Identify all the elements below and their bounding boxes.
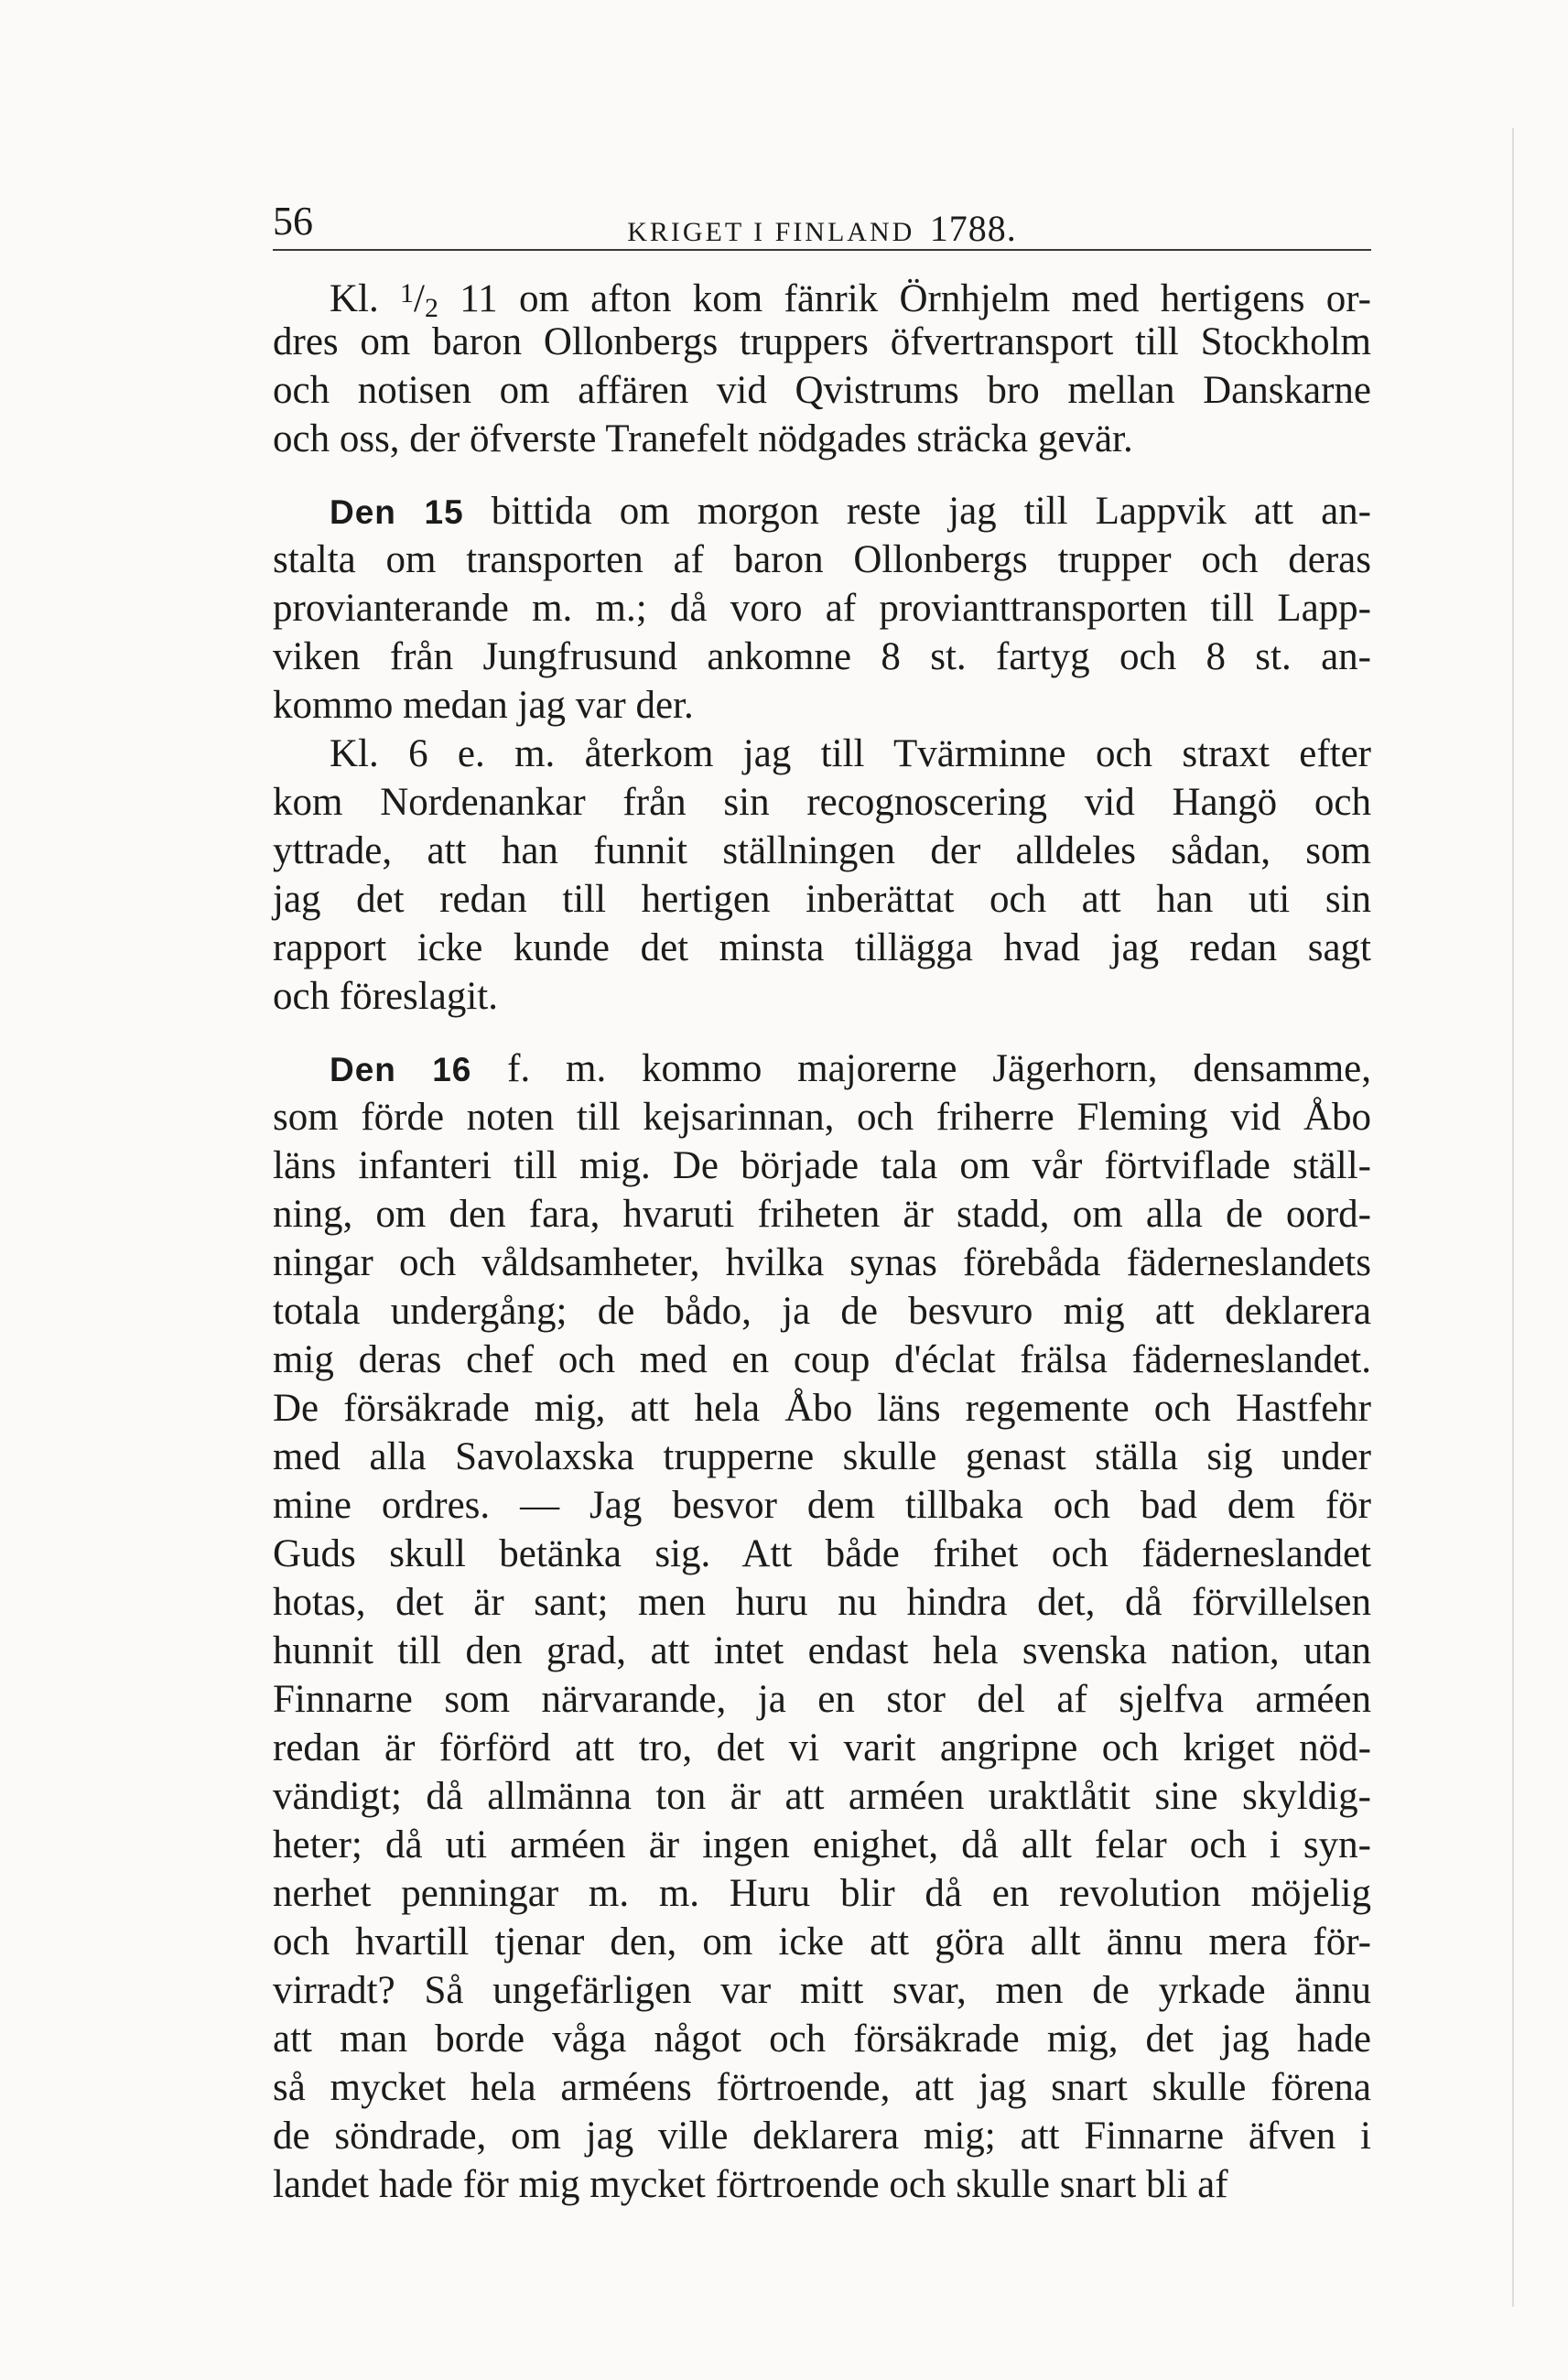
line-text: rapport icke kunde det minsta tillägga hvad jag redan sagt bbox=[273, 926, 1371, 969]
text-line bbox=[273, 415, 1371, 463]
line-text: hotas, det är sant; men huru nu hindra det, då förvillelsen bbox=[273, 1581, 1371, 1624]
date-heading: Den 15 bbox=[330, 493, 464, 531]
text-line bbox=[273, 1044, 1371, 1093]
text-line bbox=[273, 1627, 1371, 1675]
line-text: dres om baron Ollonbergs truppers öfvertransport till Stockholm bbox=[273, 320, 1371, 363]
line-text: och föreslagit. bbox=[273, 975, 498, 1018]
text-line bbox=[273, 1578, 1371, 1627]
line-text: De försäkrade mig, att hela Åbo läns regemente och Hastfehr bbox=[273, 1387, 1371, 1430]
text-line bbox=[273, 1384, 1371, 1433]
text-line bbox=[273, 972, 1371, 1021]
line-text: 11 om afton kom fänrik Örnhjelm med hertigens or- bbox=[438, 277, 1372, 320]
text-line bbox=[273, 827, 1371, 875]
line-text: att man borde våga något och försäkrade mig, det jag hade bbox=[273, 2018, 1371, 2061]
line-text: mine ordres. — Jag besvor dem tillbaka och bad dem för bbox=[273, 1484, 1371, 1527]
line-text: totala undergång; de bådo, ja de besvuro mig att deklarera bbox=[273, 1290, 1371, 1333]
text-line bbox=[273, 1093, 1371, 1141]
text-line bbox=[273, 1821, 1371, 1869]
text-line bbox=[273, 487, 1371, 536]
text-line bbox=[273, 1772, 1371, 1821]
paragraph-gap bbox=[273, 463, 1371, 487]
text-line bbox=[273, 1141, 1371, 1190]
line-text: och hvartill tjenar den, om icke att göra allt ännu mera för- bbox=[273, 1920, 1371, 1964]
line-text: Finnarne som närvarande, ja en stor del af sjelfva arméen bbox=[273, 1678, 1371, 1721]
line-text: ning, om den fara, hvaruti friheten är stadd, om alla de oord- bbox=[273, 1193, 1371, 1236]
paragraph bbox=[273, 269, 1371, 463]
running-title bbox=[273, 207, 1371, 250]
text-line bbox=[273, 1433, 1371, 1481]
text-line bbox=[273, 584, 1371, 633]
text-line bbox=[273, 2063, 1371, 2112]
paragraph-gap bbox=[273, 1021, 1371, 1044]
text-line bbox=[273, 681, 1371, 730]
line-text: så mycket hela arméens förtroende, att jag snart skulle förena bbox=[273, 2066, 1371, 2109]
line-text: f. m. kommo majorerne Jägerhorn, densamme, bbox=[471, 1047, 1371, 1090]
book-page bbox=[273, 192, 1371, 2209]
line-text: Kl. 6 e. m. återkom jag till Tvärminne och straxt efter bbox=[330, 732, 1371, 775]
text-line bbox=[273, 1724, 1371, 1772]
line-text: yttrade, att han funnit ställningen der alldeles sådan, som bbox=[273, 829, 1371, 872]
line-text: nerhet penningar m. m. Huru blir då en revolution möjelig bbox=[273, 1872, 1371, 1915]
line-text: ningar och våldsamheter, hvilka synas förebåda fäderneslandets bbox=[273, 1241, 1371, 1284]
paragraph bbox=[273, 1044, 1371, 2209]
text-line bbox=[273, 366, 1371, 415]
page-body bbox=[273, 269, 1371, 2209]
text-line bbox=[273, 633, 1371, 681]
line-text: bittida om morgon reste jag till Lappvik att an- bbox=[463, 490, 1371, 533]
line-text: kommo medan jag var der. bbox=[273, 684, 694, 727]
date-heading: Den 16 bbox=[330, 1051, 472, 1088]
line-text: landet hade för mig mycket förtroende och skulle snart bli af bbox=[273, 2163, 1228, 2206]
text-line bbox=[273, 536, 1371, 584]
text-line bbox=[273, 1239, 1371, 1287]
line-text: med alla Savolaxska trupperne skulle genast ställa sig under bbox=[273, 1435, 1371, 1478]
text-line bbox=[273, 730, 1371, 778]
line-text: kom Nordenankar från sin recognoscering vid Hangö och bbox=[273, 781, 1371, 824]
paragraph bbox=[273, 487, 1371, 730]
line-text: heter; då uti arméen är ingen enighet, då allt felar och i syn- bbox=[273, 1823, 1371, 1866]
line-text: och oss, der öfverste Tranefelt nödgades sträcka gevär. bbox=[273, 417, 1133, 460]
fraction-numerator: 1 bbox=[400, 278, 415, 308]
text-line bbox=[273, 1481, 1371, 1530]
line-text: redan är förförd att tro, det vi varit angripne och kriget nöd- bbox=[273, 1726, 1371, 1769]
text-line bbox=[273, 1530, 1371, 1578]
text-line bbox=[273, 2015, 1371, 2063]
line-text: hunnit till den grad, att intet endast hela svenska nation, utan bbox=[273, 1629, 1371, 1672]
line-text: jag det redan till hertigen inberättat och att han uti sin bbox=[273, 878, 1371, 921]
line-text: vändigt; då allmänna ton är att arméen uraktlåtit sine skyldig- bbox=[273, 1775, 1371, 1818]
text-line bbox=[273, 1918, 1371, 1966]
line-text: viken från Jungfrusund ankomne 8 st. fartyg och 8 st. an- bbox=[273, 635, 1371, 678]
text-line bbox=[273, 924, 1371, 972]
running-title-year: 1788. bbox=[929, 208, 1017, 249]
page-number: 56 bbox=[273, 199, 313, 243]
fraction-denominator: 2 bbox=[424, 293, 438, 323]
text-line bbox=[273, 1966, 1371, 2015]
line-text: läns infanteri till mig. De började tala om vår förtviflade ställ- bbox=[273, 1144, 1371, 1187]
text-line bbox=[273, 778, 1371, 827]
running-title-text: KRIGET I FINLAND bbox=[627, 217, 915, 247]
line-text: virradt? Så ungefärligen var mitt svar, men de yrkade ännu bbox=[273, 1969, 1371, 2012]
line-prefix: Kl. bbox=[330, 277, 401, 320]
page-edge-line bbox=[1512, 128, 1514, 2307]
fraction-slash: / bbox=[414, 277, 425, 320]
line-text: som förde noten till kejsarinnan, och friherre Fleming vid Åbo bbox=[273, 1096, 1371, 1139]
line-text: Guds skull betänka sig. Att både frihet och fäderneslandet bbox=[273, 1532, 1371, 1575]
text-line bbox=[273, 269, 1372, 323]
text-line bbox=[273, 1336, 1371, 1384]
line-text: provianterande m. m.; då voro af provianttransporten till Lapp- bbox=[273, 587, 1371, 630]
text-line bbox=[273, 2112, 1371, 2160]
line-text: stalta om transporten af baron Ollonbergs trupper och deras bbox=[273, 538, 1371, 581]
text-line bbox=[273, 1190, 1371, 1239]
line-text: och notisen om affären vid Qvistrums bro mellan Danskarne bbox=[273, 369, 1371, 412]
running-head bbox=[273, 192, 1371, 251]
text-line bbox=[273, 2160, 1371, 2209]
text-line bbox=[273, 875, 1371, 924]
text-line bbox=[273, 318, 1371, 366]
text-line bbox=[273, 1869, 1371, 1918]
line-text: de söndrade, om jag ville deklarera mig; att Finnarne äfven i bbox=[273, 2115, 1371, 2158]
paragraph bbox=[273, 730, 1371, 1021]
line-text: mig deras chef och med en coup d'éclat frälsa fäderneslandet. bbox=[273, 1338, 1371, 1381]
text-line bbox=[273, 1287, 1371, 1336]
text-line bbox=[273, 1675, 1371, 1724]
